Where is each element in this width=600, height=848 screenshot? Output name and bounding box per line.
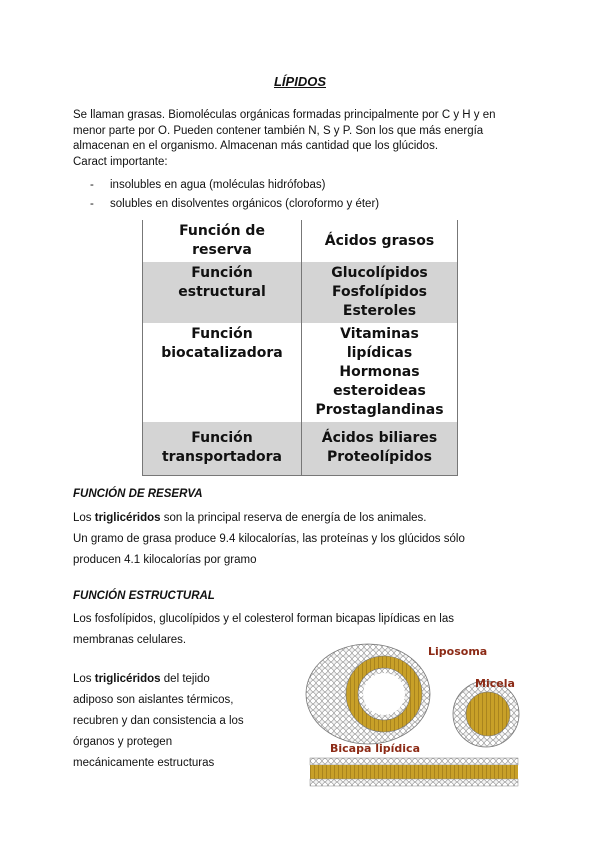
page-title: LÍPIDOS	[273, 74, 326, 89]
reserva-line	[73, 508, 553, 529]
micela-label: Micela	[475, 677, 515, 690]
functions-table	[142, 220, 458, 476]
intro-line: Caract importante:	[73, 155, 168, 168]
table-row	[143, 422, 458, 475]
estructural-line: Los fosfolípidos, glucolípidos y el colesterol forman bicapas lipídicas en las	[73, 613, 454, 625]
text-run: Los	[73, 512, 95, 524]
cell-line: Prostaglandinas	[315, 402, 444, 418]
section-heading-estructural: FUNCIÓN ESTRUCTURAL	[73, 590, 215, 602]
cell-line: Proteolípidos	[327, 449, 432, 466]
cell-line: Función estructural	[178, 265, 266, 300]
cell-line: Ácidos grasos	[324, 232, 435, 249]
tg-line: adiposo son aislantes térmicos,	[73, 694, 234, 706]
tg-line: órganos y protegen	[73, 736, 173, 748]
list-item-text: solubles en disolventes orgánicos (cloroformo y éter)	[110, 198, 380, 210]
liposome-diagram	[306, 644, 430, 744]
function-cell	[143, 422, 302, 475]
properties-list	[90, 176, 379, 214]
intro-line: menor parte por O. Pueden contener también N, S y P. Son los que más energía	[73, 124, 484, 137]
liposoma-label: Liposoma	[428, 645, 488, 658]
list-item: - insolubles en agua (moléculas hidrófobas)	[90, 176, 379, 195]
cell-line: biocatalizadora	[161, 345, 283, 361]
cell-line: Fosfolípidos	[331, 284, 428, 300]
cell-line: Ácidos biliares	[321, 430, 438, 447]
cell-line: Glucolípidos	[331, 265, 428, 281]
text-run: Los	[73, 673, 95, 685]
reserva-paragraph	[73, 508, 553, 571]
section-heading-reserva: FUNCIÓN DE RESERVA	[73, 488, 203, 500]
cell-line: transportadora	[161, 449, 283, 466]
reserva-line: Un gramo de grasa produce 9.4 kilocalorías, las proteínas y los glúcidos sólo	[73, 533, 465, 545]
list-item-text: insolubles en agua (moléculas hidrófobas)	[110, 179, 326, 191]
cell-line: Función de reserva	[179, 223, 265, 258]
examples-cell	[302, 220, 458, 262]
examples-cell	[302, 323, 458, 422]
function-cell	[143, 220, 302, 262]
table-row	[143, 323, 458, 422]
bold-term: triglicéridos	[94, 512, 161, 524]
examples-cell	[302, 262, 458, 323]
table-row	[143, 220, 458, 262]
tg-line: mecánicamente estructuras	[73, 757, 215, 769]
intro-line: Se llaman grasas. Biomoléculas orgánicas formadas principalmente por C y H y en	[73, 109, 496, 121]
table-row	[143, 262, 458, 323]
text-run: del tejido	[160, 673, 210, 685]
cell-line: Función	[191, 326, 253, 342]
estructural-line: membranas celulares.	[73, 634, 187, 646]
function-cell	[143, 323, 302, 422]
cell-line: Esteroles	[342, 303, 417, 319]
list-item: - solubles en disolventes orgánicos (cloroformo y éter)	[90, 195, 379, 214]
bold-term: triglicéridos	[94, 673, 161, 685]
tg-line: recubren y dan consistencia a los	[73, 715, 244, 727]
reserva-line: producen 4.1 kilocalorías por gramo	[73, 554, 257, 566]
text-run: son la principal reserva de energía de los animales.	[160, 512, 427, 524]
micelle-diagram	[453, 681, 519, 747]
membrane-structures-figure	[298, 632, 528, 792]
bilayer-diagram	[310, 758, 518, 786]
function-cell	[143, 262, 302, 323]
cell-line: Hormonas	[339, 364, 420, 380]
tg-line	[73, 669, 293, 690]
intro-paragraph	[73, 108, 553, 170]
bicapa-label: Bicapa lipídica	[330, 742, 420, 755]
trigliceridos-paragraph	[73, 669, 293, 774]
intro-line: almacenan en el organismo. Almacenan más cantidad que los glúcidos.	[73, 140, 439, 152]
cell-line: Vitaminas lipídicas	[340, 326, 419, 361]
cell-line: Función	[191, 430, 253, 447]
examples-cell	[302, 422, 458, 475]
cell-line: esteroideas	[333, 383, 426, 399]
